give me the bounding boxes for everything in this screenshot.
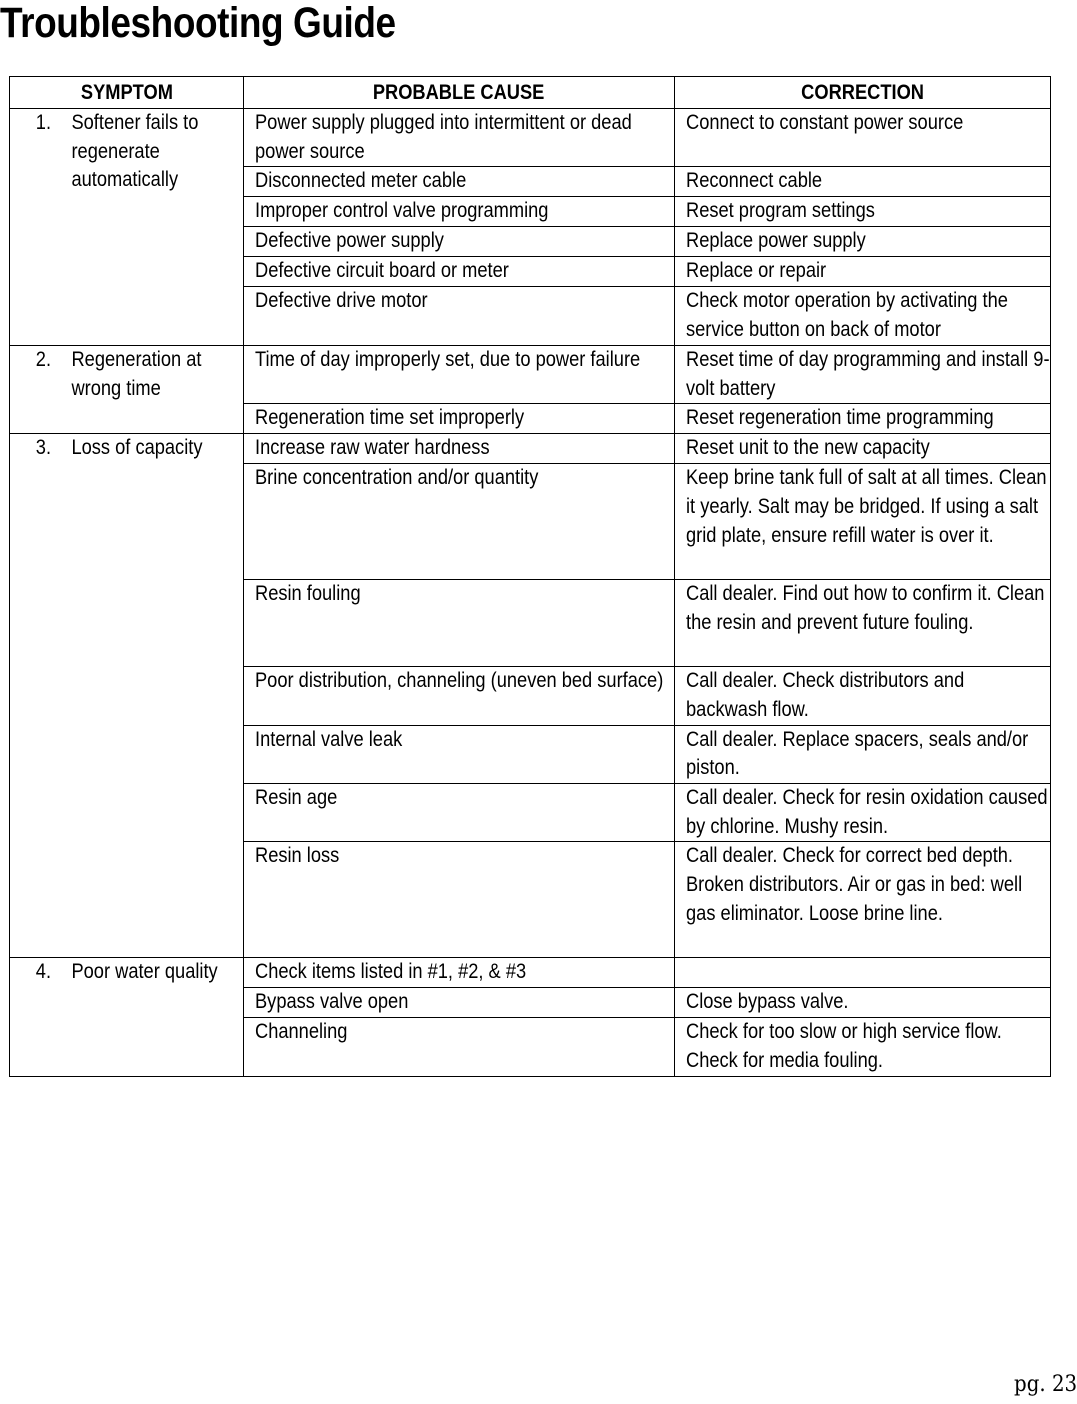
- probable-cause-text: Resin fouling: [255, 582, 361, 606]
- table-body: [10, 109, 1051, 1077]
- probable-cause-cell: [244, 109, 675, 167]
- header-probable-cause: PROBABLE CAUSE: [244, 77, 675, 109]
- probable-cause-text: Resin loss: [255, 844, 340, 868]
- symptom-item: [21, 958, 243, 987]
- probable-cause-cell: [244, 580, 675, 667]
- symptom-number: 3.: [35, 436, 52, 460]
- correction-cell: [675, 988, 1051, 1018]
- correction-text: Connect to constant power source: [686, 111, 964, 134]
- correction-cell: [675, 842, 1051, 958]
- probable-cause-text: Resin age: [255, 786, 338, 810]
- probable-cause-cell: [244, 1018, 675, 1076]
- probable-cause-text: Defective power supply: [255, 229, 444, 253]
- correction-text: Call dealer. Check for resin oxidation caused by chlorine. Mushy resin.: [686, 786, 1048, 838]
- correction-text: Check for too slow or high service flow. Check for media fouling.: [686, 1020, 1002, 1073]
- table-row: [10, 109, 1051, 167]
- correction-text: Reset time of day programming and install 9-volt battery: [686, 347, 1050, 400]
- correction-cell: [675, 404, 1051, 434]
- correction-text: Reset program settings: [686, 199, 875, 223]
- correction-text: Replace or repair: [686, 259, 827, 283]
- probable-cause-cell: [244, 434, 675, 464]
- correction-cell: [675, 197, 1051, 227]
- probable-cause-text: Check items listed in #1, #2, & #3: [255, 960, 527, 984]
- correction-text: Reset regeneration time programming: [686, 406, 994, 430]
- probable-cause-text: Defective drive motor: [255, 289, 428, 313]
- correction-cell: [675, 345, 1051, 403]
- probable-cause-cell: [244, 725, 675, 783]
- page-title: Troubleshooting Guide: [0, 0, 396, 47]
- correction-cell: [675, 109, 1051, 167]
- correction-text: Call dealer. Check distributors and backwash flow.: [686, 669, 965, 721]
- probable-cause-cell: [244, 404, 675, 434]
- table-row: [10, 434, 1051, 464]
- probable-cause-cell: [244, 287, 675, 345]
- table-row: [10, 958, 1051, 988]
- probable-cause-text: Regeneration time set improperly: [255, 406, 525, 430]
- symptom-cell: [10, 434, 244, 958]
- correction-cell: [675, 434, 1051, 464]
- probable-cause-cell: [244, 842, 675, 958]
- correction-cell: [675, 167, 1051, 197]
- correction-text: Call dealer. Find out how to confirm it. Clean the resin and prevent future fouling.: [686, 582, 1045, 634]
- correction-text: Call dealer. Check for correct bed depth. Broken distributors. Air or gas in bed: well gas eliminator. Loose brine line.: [686, 844, 1023, 925]
- probable-cause-cell: [244, 345, 675, 403]
- probable-cause-text: Channeling: [255, 1020, 348, 1044]
- symptom-cell: [10, 345, 244, 433]
- probable-cause-cell: [244, 988, 675, 1018]
- probable-cause-cell: [244, 958, 675, 988]
- probable-cause-text: Internal valve leak: [255, 727, 403, 751]
- correction-text: Close bypass valve.: [686, 990, 849, 1014]
- symptom-cell: [10, 958, 244, 1076]
- probable-cause-text: Time of day improperly set, due to power failure: [255, 347, 641, 371]
- probable-cause-text: Defective circuit board or meter: [255, 259, 509, 283]
- symptom-item: [21, 109, 243, 195]
- symptom-item: [21, 434, 243, 463]
- correction-cell: [675, 1018, 1051, 1076]
- probable-cause-cell: [244, 784, 675, 842]
- symptom-text: Softener fails to regenerate automatically: [71, 111, 199, 192]
- symptom-item: [21, 346, 243, 403]
- probable-cause-cell: [244, 257, 675, 287]
- correction-text: Reset unit to the new capacity: [686, 436, 930, 460]
- probable-cause-cell: [244, 464, 675, 580]
- symptom-number: 2.: [35, 347, 52, 371]
- header-symptom: SYMPTOM: [10, 77, 244, 109]
- correction-text: Keep brine tank full of salt at all times. Clean it yearly. Salt may be bridged. If using a salt grid plate, ensure refill water is over it.: [686, 466, 1047, 547]
- correction-cell: [675, 227, 1051, 257]
- probable-cause-text: Bypass valve open: [255, 990, 409, 1014]
- correction-cell: [675, 580, 1051, 667]
- probable-cause-text: Increase raw water hardness: [255, 436, 490, 460]
- correction-cell: [675, 784, 1051, 842]
- troubleshooting-table: [9, 76, 1051, 1077]
- symptom-text: Regeneration at wrong time: [71, 347, 202, 400]
- probable-cause-cell: [244, 667, 675, 725]
- correction-text: Replace power supply: [686, 229, 866, 253]
- correction-cell: [675, 725, 1051, 783]
- probable-cause-text: Brine concentration and/or quantity: [255, 466, 539, 490]
- probable-cause-text: Improper control valve programming: [255, 199, 549, 223]
- correction-cell: [675, 464, 1051, 580]
- symptom-number: 4.: [35, 960, 52, 984]
- correction-cell: [675, 287, 1051, 345]
- symptom-text: Loss of capacity: [71, 436, 203, 460]
- symptom-cell: [10, 109, 244, 346]
- correction-cell: [675, 667, 1051, 725]
- probable-cause-text: Disconnected meter cable: [255, 169, 467, 193]
- probable-cause-cell: [244, 197, 675, 227]
- table-header-row: [10, 77, 1051, 109]
- correction-text: Check motor operation by activating the service button on back of motor: [686, 289, 1008, 342]
- header-correction: CORRECTION: [675, 77, 1051, 109]
- probable-cause-text: Power supply plugged into intermittent or dead power source: [255, 111, 632, 163]
- probable-cause-cell: [244, 227, 675, 257]
- probable-cause-cell: [244, 167, 675, 197]
- correction-cell: [675, 257, 1051, 287]
- correction-cell: [675, 958, 1051, 988]
- table-row: [10, 345, 1051, 403]
- correction-text: Call dealer. Replace spacers, seals and/or piston.: [686, 727, 1029, 780]
- probable-cause-text: Poor distribution, channeling (uneven bed surface): [255, 669, 664, 693]
- correction-text: Reconnect cable: [686, 169, 823, 193]
- symptom-number: 1.: [35, 111, 52, 134]
- page-number: pg. 23: [1013, 1372, 1077, 1397]
- symptom-text: Poor water quality: [71, 960, 218, 984]
